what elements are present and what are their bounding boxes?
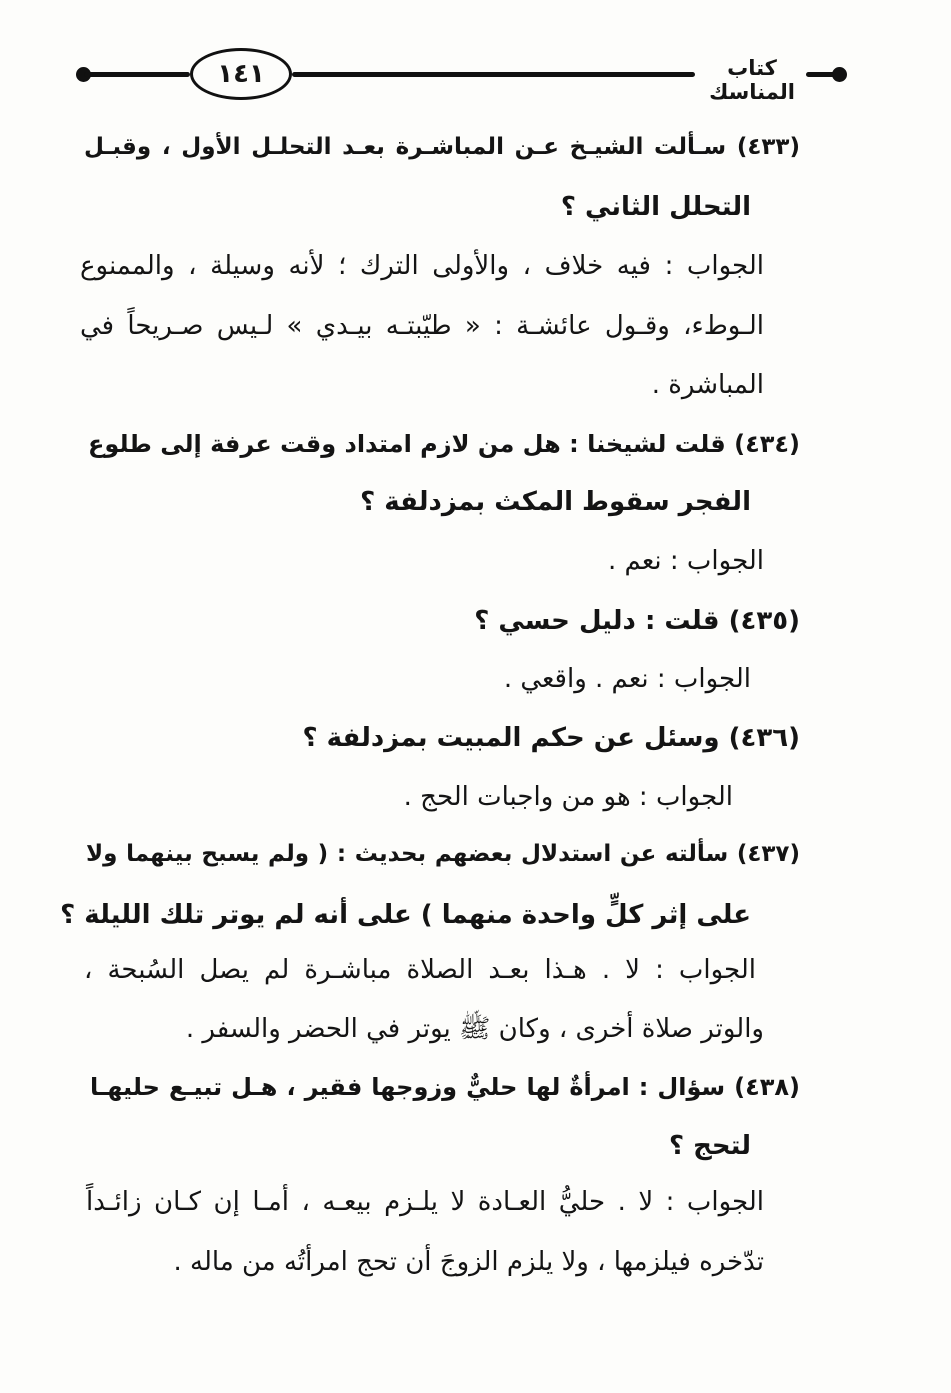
question-436: (٤٣٦) وسئل عن حكم المبيت بمزدلفة ؟ xyxy=(302,723,800,753)
answer-437-line-1: الجواب : لا . هـذا بعـد الصلاة مباشـرة لم يصل السُبحة ، xyxy=(84,955,756,985)
question-435: (٤٣٥) قلت : دليل حسي ؟ xyxy=(474,606,800,636)
header-ornament-dot-right xyxy=(832,67,847,82)
question-437-line-1: (٤٣٧) سألته عن استدلال بعضهم بحديث : ( ولم يسبح بينهما ولا xyxy=(86,841,800,867)
question-438-line-1: (٤٣٨) سؤال : امرأةٌ لها حليٌّ وزوجها فقير ، هـل تبيـع حليهـا xyxy=(90,1073,800,1101)
question-437-line-2: على إثر كلٍّ واحدة منهما ) على أنه لم يوتر تلك الليلة ؟ xyxy=(60,900,751,930)
answer-433-line-3: المباشرة . xyxy=(651,370,764,400)
answer-438-line-2: تدّخره فيلزمها ، ولا يلزم الزوجَ أن تحج امرأتُه من ماله . xyxy=(173,1247,764,1277)
question-434-line-1: (٤٣٤) قلت لشيخنا : هل من لازم امتداد وقت عرفة إلى طلوع xyxy=(88,430,800,458)
answer-438-line-1: الجواب : لا . حليُّ العـادة لا يلـزم بيعـه ، أمـا إن كـان زائـداً xyxy=(86,1187,764,1217)
header-rule-left xyxy=(84,72,190,77)
question-434-line-2: الفجر سقوط المكث بمزدلفة ؟ xyxy=(360,487,751,517)
header-rule-right xyxy=(292,72,695,77)
answer-434: الجواب : نعم . xyxy=(608,546,764,576)
answer-436: الجواب : هو من واجبات الحج . xyxy=(403,782,733,812)
answer-437-line-2: والوتر صلاة أخرى ، وكان ﷺ يوتر في الحضر والسفر . xyxy=(185,1014,764,1044)
page-header xyxy=(70,44,860,106)
question-433-line-1: (٤٣٣) سـألت الشيـخ عـن المباشـرة بعـد التحلـل الأول ، وقبـل xyxy=(84,134,800,160)
question-433-line-2: التحلل الثاني ؟ xyxy=(560,192,751,222)
answer-435: الجواب : نعم . واقعي . xyxy=(503,664,751,694)
answer-433-line-2: الـوطء، وقـول عائشـة : « طيّبتـه بيـدي » لـيس صـريحاً في xyxy=(80,311,764,341)
answer-433-line-1: الجواب : فيه خلاف ، والأولى الترك ؛ لأنه وسيلة ، والممنوع xyxy=(80,251,764,281)
question-438-line-2: لتحج ؟ xyxy=(669,1131,751,1161)
chapter-title: كتاب المناسك xyxy=(709,56,795,104)
page-number: ١٤١ xyxy=(190,48,292,100)
